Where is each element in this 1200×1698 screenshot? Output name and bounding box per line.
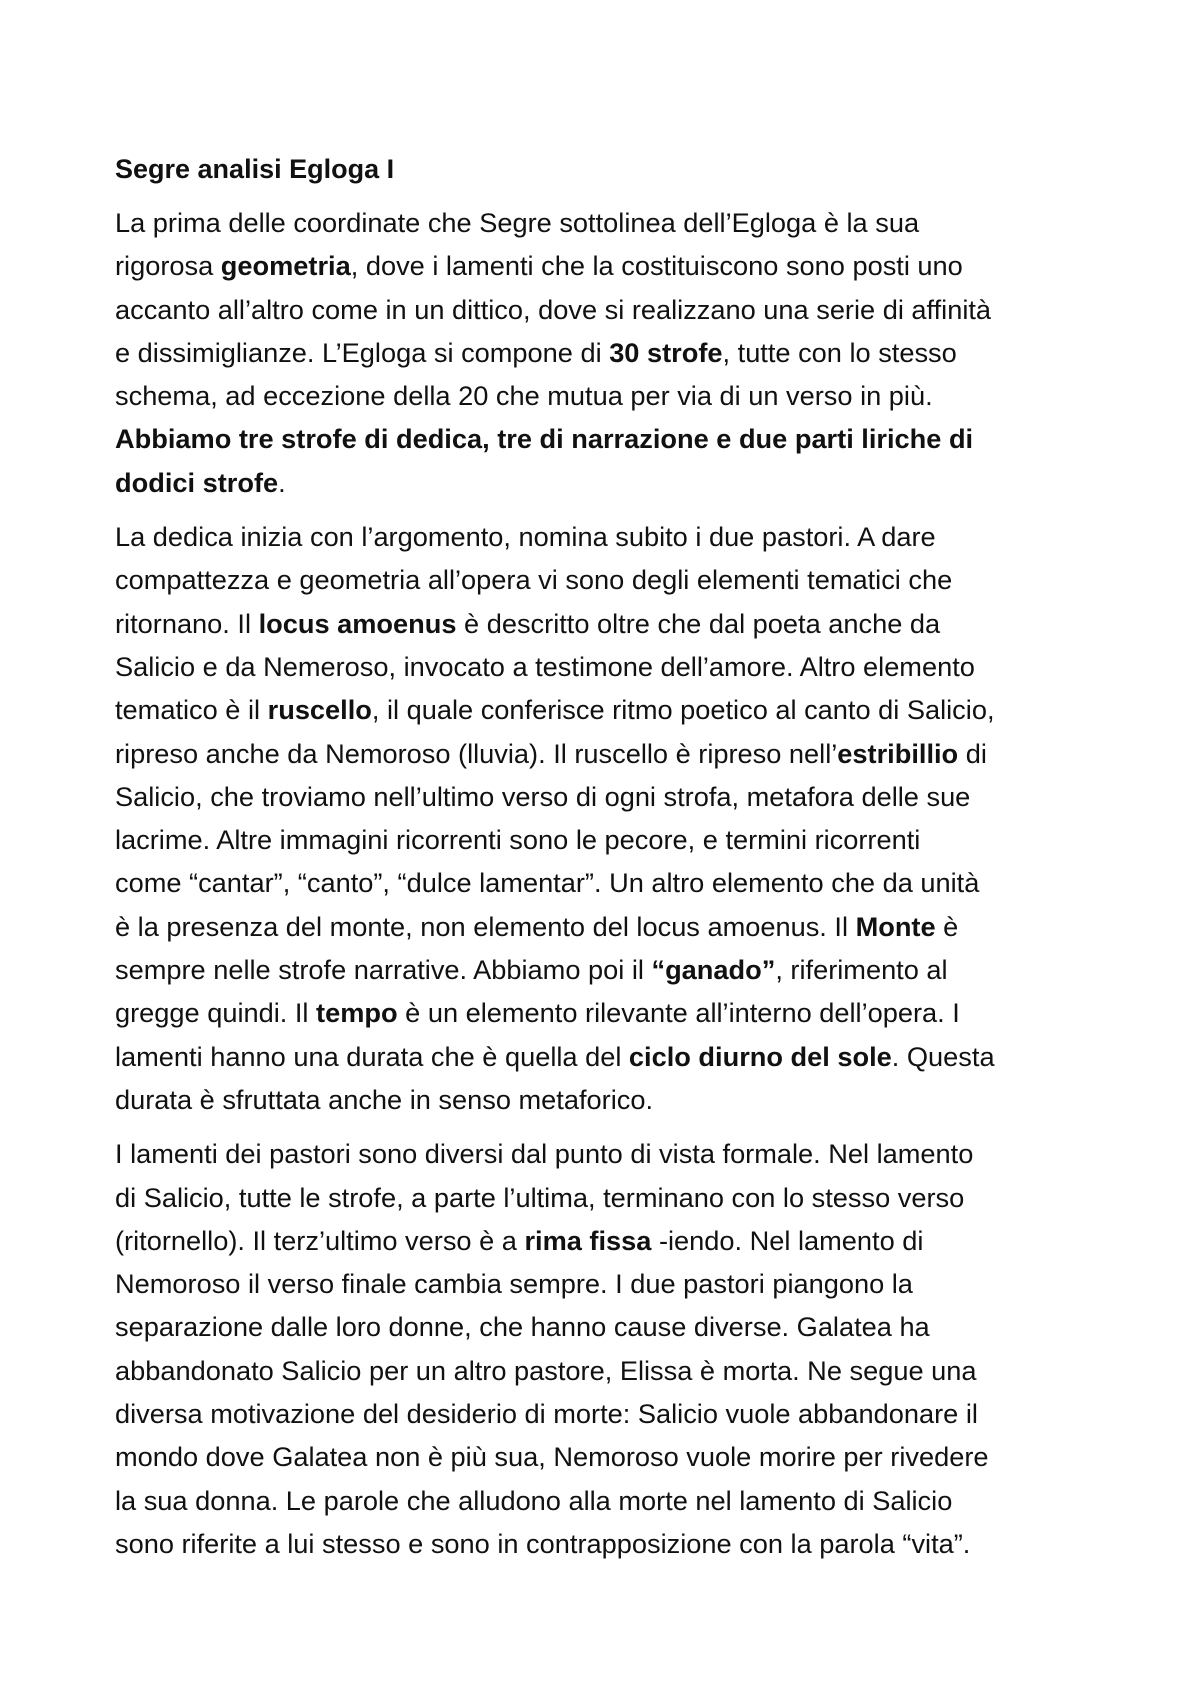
text-line xyxy=(115,905,1080,948)
text-run: lacrime. Altre immagini ricorrenti sono le pecore, e termini ricorrenti xyxy=(115,824,921,856)
text-run: lamenti hanno una durata che è quella del xyxy=(115,1040,629,1072)
text-run: di Salicio, tutte le strofe, a parte l’ultima, terminano con lo stesso verso xyxy=(115,1181,965,1213)
text-run: La prima delle coordinate che Segre sottolinea dell’Egloga è la sua xyxy=(115,207,920,238)
bold-text: “ganado” xyxy=(651,954,776,986)
text-line xyxy=(115,775,1080,818)
text-run: schema, ad eccezione della 20 che mutua per via di un verso in più. xyxy=(115,380,933,412)
document-title: Segre analisi Egloga I xyxy=(115,154,395,184)
text-line xyxy=(115,374,1080,417)
text-run: accanto all’altro come in un dittico, dove si realizzano una serie di affinità xyxy=(115,293,992,325)
text-line xyxy=(115,1305,1080,1348)
text-run: sempre nelle strofe narrative. Abbiamo poi il xyxy=(115,954,652,986)
text-run: è la presenza del monte, non elemento del locus amoenus. Il xyxy=(115,910,856,942)
text-run: , il quale conferisce ritmo poetico al canto di Salicio, xyxy=(371,694,995,726)
text-line xyxy=(115,558,1080,601)
bold-text: dodici strofe xyxy=(115,466,279,498)
bold-text: Abbiamo tre strofe di dedica, tre di narrazione e due parti liriche di xyxy=(115,423,974,455)
text-run: separazione dalle loro donne, che hanno cause diverse. Galatea ha xyxy=(115,1311,930,1343)
text-run: durata è sfruttata anche in senso metaforico. xyxy=(115,1083,654,1115)
text-run: Salicio, che troviamo nell’ultimo verso di ogni strofa, metafora delle sue xyxy=(115,780,971,812)
text-line xyxy=(115,1262,1080,1305)
bold-text: geometria xyxy=(220,250,351,282)
text-run: di xyxy=(958,737,987,769)
text-line xyxy=(115,201,1080,244)
text-run: ritornano. Il xyxy=(115,607,259,639)
text-run: rigorosa xyxy=(115,250,221,282)
text-line xyxy=(115,602,1080,645)
text-line xyxy=(115,288,1080,331)
text-line xyxy=(115,1392,1080,1435)
text-line xyxy=(115,331,1080,374)
bold-text: locus amoenus xyxy=(258,607,457,639)
text-run: Salicio e da Nemeroso, invocato a testimone dell’amore. Altro elemento xyxy=(115,650,975,682)
text-run: compattezza e geometria all’opera vi sono degli elementi tematici che xyxy=(115,564,953,596)
text-line xyxy=(115,1035,1080,1078)
text-run: e dissimiglianze. L’Egloga si compone di xyxy=(115,336,610,368)
text-line xyxy=(115,1132,1080,1175)
text-line xyxy=(115,461,1080,504)
text-line xyxy=(115,244,1080,287)
text-run: , riferimento al xyxy=(775,954,948,986)
text-run: tematico è il xyxy=(115,694,268,726)
bold-text: rima fissa xyxy=(524,1224,652,1256)
text-run: -iendo. Nel lamento di xyxy=(651,1224,924,1256)
bold-text: ciclo diurno del sole xyxy=(628,1040,892,1072)
text-run: sono riferite a lui stesso e sono in contrapposizione con la parola “vita”. xyxy=(115,1527,971,1559)
text-run: come “cantar”, “canto”, “dulce lamentar”. Un altro elemento che da unità xyxy=(115,867,980,899)
bold-text: ruscello xyxy=(267,694,372,726)
text-line xyxy=(115,1219,1080,1262)
text-run: . Questa xyxy=(891,1040,995,1072)
text-line xyxy=(115,732,1080,775)
text-line xyxy=(115,688,1080,731)
text-run: mondo dove Galatea non è più sua, Nemoroso vuole morire per rivedere xyxy=(115,1441,989,1473)
bold-text: Monte xyxy=(855,910,936,942)
text-run: La dedica inizia con l’argomento, nomina subito i due pastori. A dare xyxy=(115,521,936,553)
text-line xyxy=(115,417,1080,460)
text-line xyxy=(115,645,1080,688)
text-run: ripreso anche da Nemoroso (lluvia). Il ruscello è ripreso nell’ xyxy=(115,737,838,769)
text-run: la sua donna. Le parole che alludono alla morte nel lamento di Salicio xyxy=(115,1484,953,1516)
paragraph xyxy=(115,1132,1080,1565)
text-run: . xyxy=(278,466,286,498)
text-run: diversa motivazione del desiderio di morte: Salicio vuole abbandonare il xyxy=(115,1398,978,1430)
text-run: è xyxy=(935,910,959,942)
text-line xyxy=(115,861,1080,904)
bold-text: estribillio xyxy=(837,737,959,769)
text-line xyxy=(115,1176,1080,1219)
text-line xyxy=(115,991,1080,1034)
text-run: è descritto oltre che dal poeta anche da xyxy=(456,607,941,639)
text-run: I lamenti dei pastori sono diversi dal punto di vista formale. Nel lamento xyxy=(115,1138,974,1170)
text-run: abbandonato Salicio per un altro pastore, Elissa è morta. Ne segue una xyxy=(115,1354,977,1386)
paragraph xyxy=(115,515,1080,1121)
bold-text: tempo xyxy=(316,997,398,1029)
text-line xyxy=(115,1078,1080,1121)
text-line xyxy=(115,1522,1080,1565)
text-line xyxy=(115,1435,1080,1478)
document-page xyxy=(115,148,1080,1576)
text-line xyxy=(115,948,1080,991)
text-line xyxy=(115,1349,1080,1392)
text-run: è un elemento rilevante all’interno dell’opera. I xyxy=(397,997,960,1029)
text-line xyxy=(115,515,1080,558)
text-run: , dove i lamenti che la costituiscono sono posti uno xyxy=(350,250,963,282)
document-body xyxy=(115,201,1080,1565)
text-run: (ritornello). Il terz’ultimo verso è a xyxy=(115,1224,525,1256)
text-line xyxy=(115,818,1080,861)
text-run: Nemoroso il verso finale cambia sempre. I due pastori piangono la xyxy=(115,1268,913,1300)
bold-text: 30 strofe xyxy=(609,336,723,368)
text-line xyxy=(115,1479,1080,1522)
text-run: , tutte con lo stesso xyxy=(722,336,957,368)
paragraph xyxy=(115,201,1080,504)
text-run: gregge quindi. Il xyxy=(115,997,317,1029)
